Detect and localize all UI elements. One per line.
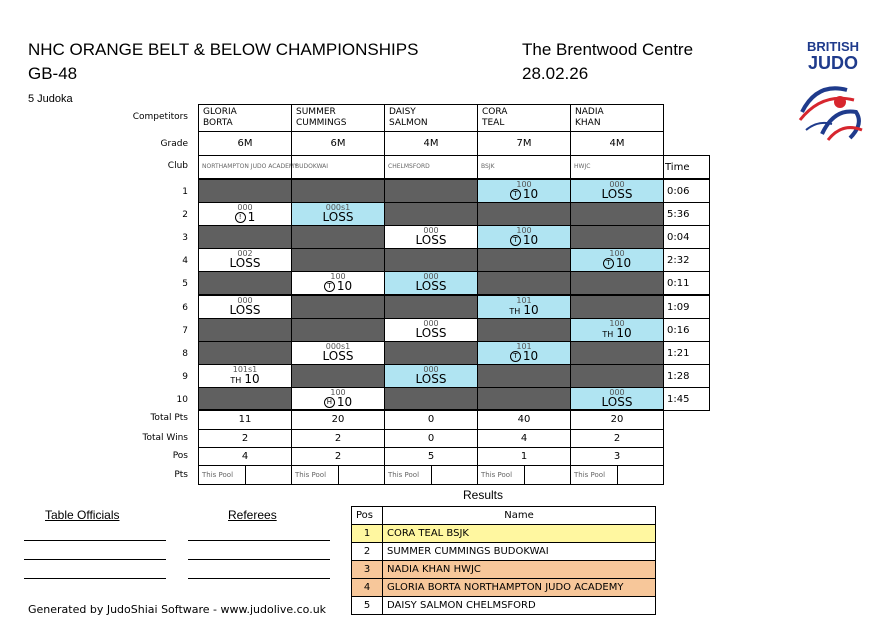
- grade-cell: [198, 131, 292, 156]
- result-value: [199, 303, 291, 317]
- unused-cell: [570, 271, 664, 295]
- unused-cell: [477, 202, 571, 226]
- grade-cell: [570, 131, 664, 156]
- result-text: LOSS: [601, 187, 633, 202]
- pos-label: Pos: [172, 451, 188, 461]
- score-value: 000: [423, 364, 439, 374]
- match-number: 8: [182, 348, 188, 359]
- result-pos: 4: [352, 579, 383, 597]
- score-value: 101s1: [232, 364, 258, 374]
- unused-cell: [570, 341, 664, 365]
- this-pool-label: This Pool: [574, 471, 606, 479]
- total-pts-value: 40: [517, 414, 531, 425]
- match-number: 3: [182, 233, 188, 244]
- time-cell: [663, 202, 710, 226]
- pos-value: 5: [427, 451, 435, 462]
- competitor-first-name: NADIA: [575, 107, 604, 117]
- score-value: 000: [237, 295, 253, 305]
- match-number: 10: [176, 394, 188, 405]
- waza-icon: T: [603, 258, 614, 269]
- score-value: 000: [423, 318, 439, 328]
- competitors-label: Competitors: [132, 112, 188, 122]
- result-cell: [198, 248, 292, 272]
- unused-cell: [384, 248, 478, 272]
- total-pts-value: 0: [427, 414, 435, 425]
- waza-icon: T: [510, 189, 521, 200]
- pos-cell: [477, 447, 571, 466]
- score-value: 100: [609, 318, 625, 328]
- unused-cell: [477, 248, 571, 272]
- unused-cell: [198, 387, 292, 411]
- club-value: BSJK: [481, 163, 495, 170]
- results-title: Results: [463, 488, 504, 502]
- result-cell: [291, 202, 385, 226]
- result-cell: [570, 318, 664, 342]
- club-cell: [291, 155, 385, 179]
- unused-cell: [477, 271, 571, 295]
- score-value: 000: [609, 180, 625, 189]
- this-pool-label: This Pool: [295, 471, 327, 479]
- score-value: 000: [423, 272, 439, 282]
- competitor-header: [198, 104, 292, 132]
- result-text: 1: [247, 210, 256, 225]
- grade-value: 4M: [423, 138, 439, 149]
- time-cell: [663, 341, 710, 365]
- result-cell: [477, 341, 571, 365]
- grade-cell: [477, 131, 571, 156]
- waza-icon: T: [510, 351, 521, 362]
- club-cell: [384, 155, 478, 179]
- time-header-box: [663, 155, 710, 179]
- result-text: 10: [522, 233, 539, 248]
- unused-cell: [198, 271, 292, 295]
- result-text: 10: [615, 256, 632, 271]
- match-number: 4: [182, 256, 188, 267]
- competitor-last-name: BORTA: [203, 118, 233, 128]
- this-pool-label: This Pool: [202, 471, 234, 479]
- result-text: 10: [522, 187, 539, 202]
- score-value: 002: [237, 249, 253, 259]
- unused-cell: [477, 364, 571, 388]
- result-text: LOSS: [415, 371, 447, 386]
- total-wins-value: 2: [241, 433, 249, 444]
- signature-line: [188, 559, 330, 560]
- result-value: [385, 326, 477, 340]
- total-pts-cell: [198, 409, 292, 430]
- club-value: BUDOKWAI: [295, 163, 329, 170]
- grade-value: 6M: [330, 138, 346, 149]
- time-cell: [663, 179, 710, 203]
- club-cell: [570, 155, 664, 179]
- competitor-header: [477, 104, 571, 132]
- match-number: 2: [182, 210, 188, 221]
- time-cell: [663, 318, 710, 342]
- result-cell: [570, 387, 664, 411]
- score-value: 000: [609, 387, 625, 397]
- club-cell: [198, 155, 298, 179]
- score-value: 101: [516, 295, 532, 305]
- total-pts-cell: [291, 409, 385, 430]
- pos-cell: [198, 447, 292, 466]
- result-cell: [291, 341, 385, 365]
- total-pts-value: 20: [610, 414, 624, 425]
- club-cell: [477, 155, 571, 179]
- score-value: 101: [516, 341, 532, 351]
- total-pts-cell: [570, 409, 664, 430]
- result-pos: 1: [352, 525, 383, 543]
- result-text: LOSS: [415, 279, 447, 294]
- result-value: [478, 349, 570, 363]
- results-table: [351, 506, 656, 615]
- score-value: 000: [237, 203, 253, 213]
- total-wins-value: 2: [613, 433, 621, 444]
- result-text: LOSS: [415, 233, 447, 248]
- score-value: 100: [330, 387, 346, 397]
- waza-icon: !: [235, 212, 246, 223]
- result-value: [292, 395, 384, 409]
- signature-line: [24, 578, 166, 579]
- result-cell: [198, 295, 292, 319]
- page-title: NHC ORANGE BELT & BELOW CHAMPIONSHIPS: [28, 40, 419, 59]
- club-value: CHELMSFORD: [388, 163, 430, 170]
- score-value: 000s1: [325, 203, 351, 213]
- result-text: 10: [616, 325, 632, 340]
- result-value: [478, 187, 570, 201]
- result-name: DAISY SALMON CHELMSFORD: [383, 597, 656, 615]
- result-value: [385, 279, 477, 293]
- score-value: 100: [330, 272, 346, 282]
- pos-value: 1: [520, 451, 528, 462]
- result-value: [292, 349, 384, 363]
- competitor-last-name: CUMMINGS: [296, 118, 347, 128]
- result-text: 10: [336, 394, 353, 409]
- unused-cell: [291, 318, 385, 342]
- time-value: 1:09: [667, 301, 690, 313]
- divider: [524, 466, 525, 485]
- this-pool-label: This Pool: [481, 471, 513, 479]
- pos-header: Pos: [352, 507, 383, 525]
- competitor-header: [570, 104, 664, 132]
- result-cell: [291, 271, 385, 295]
- time-value: 0:11: [667, 278, 690, 290]
- result-pos: 3: [352, 561, 383, 579]
- result-text: LOSS: [229, 302, 261, 317]
- name-header: Name: [383, 507, 656, 525]
- match-number: 1: [182, 187, 188, 197]
- signature-line: [188, 540, 330, 541]
- result-cell: [384, 318, 478, 342]
- result-cell: [198, 364, 292, 388]
- grade-value: 7M: [516, 138, 532, 149]
- result-value: [478, 303, 570, 317]
- result-text: 10: [336, 279, 353, 294]
- pool-name: GB-48: [28, 64, 78, 83]
- divider: [617, 466, 618, 485]
- signature-line: [24, 540, 166, 541]
- competitor-first-name: SUMMER: [296, 107, 336, 117]
- pos-cell: [384, 447, 478, 466]
- result-text: 10: [244, 371, 260, 386]
- time-cell: [663, 295, 710, 319]
- result-cell: [570, 179, 664, 203]
- total-pts-label: Total Pts: [150, 413, 188, 423]
- grade-value: 6M: [237, 138, 253, 149]
- result-text: LOSS: [322, 210, 354, 225]
- results-row: [352, 561, 656, 579]
- total-pts-cell: [477, 409, 571, 430]
- judoka-count: 5 Judoka: [28, 93, 73, 105]
- result-name: SUMMER CUMMINGS BUDOKWAI: [383, 543, 656, 561]
- grade-cell: [291, 131, 385, 156]
- result-value: [571, 326, 663, 340]
- time-cell: [663, 364, 710, 388]
- result-text: LOSS: [601, 394, 633, 409]
- venue: The Brentwood Centre: [522, 40, 694, 59]
- unused-cell: [477, 387, 571, 411]
- total-wins-cell: [384, 429, 478, 448]
- score-value: 100: [516, 226, 532, 236]
- unused-cell: [291, 364, 385, 388]
- result-value: [199, 210, 291, 224]
- competitor-last-name: SALMON: [389, 118, 428, 128]
- pool-pts-cell: [570, 465, 664, 485]
- result-prefix: TH: [230, 375, 242, 385]
- total-wins-cell: [477, 429, 571, 448]
- time-value: 1:45: [667, 393, 690, 405]
- result-value: [292, 279, 384, 293]
- result-cell: [477, 295, 571, 319]
- unused-cell: [570, 225, 664, 249]
- total-pts-cell: [384, 409, 478, 430]
- result-cell: [198, 202, 292, 226]
- pos-value: 4: [241, 451, 249, 462]
- pos-cell: [570, 447, 664, 466]
- pos-value: 3: [613, 451, 621, 462]
- competitor-first-name: CORA: [482, 107, 508, 117]
- unused-cell: [198, 318, 292, 342]
- unused-cell: [384, 179, 478, 203]
- total-wins-label: Total Wins: [142, 433, 188, 443]
- match-number: 9: [182, 371, 188, 382]
- competitor-first-name: DAISY: [389, 107, 416, 117]
- time-value: 5:36: [667, 209, 690, 221]
- pool-pts-cell: [198, 465, 292, 485]
- results-row: [352, 579, 656, 597]
- club-value: NORTHAMPTON JUDO ACADEMY: [202, 163, 298, 170]
- result-cell: [570, 248, 664, 272]
- club-label: Club: [167, 161, 188, 171]
- pos-cell: [291, 447, 385, 466]
- result-text: 10: [523, 302, 539, 317]
- footer: Generated by JudoShiai Software - www.judolive.co.uk: [28, 603, 327, 616]
- pool-pts-cell: [384, 465, 478, 485]
- result-value: [385, 233, 477, 247]
- total-wins-value: 2: [334, 433, 342, 444]
- referees-heading: Referees: [228, 508, 277, 522]
- time-cell: [663, 248, 710, 272]
- unused-cell: [570, 202, 664, 226]
- british-judo-logo: [792, 40, 874, 150]
- score-value: 000: [423, 226, 439, 236]
- pos-value: 2: [334, 451, 342, 462]
- result-cell: [384, 364, 478, 388]
- result-pos: 2: [352, 543, 383, 561]
- logo-line1: BRITISH: [807, 39, 859, 54]
- result-prefix: TH: [509, 306, 521, 316]
- grade-label: Grade: [160, 139, 188, 149]
- result-value: [571, 256, 663, 270]
- time-cell: [663, 387, 710, 411]
- unused-cell: [291, 179, 385, 203]
- total-wins-cell: [198, 429, 292, 448]
- result-value: [571, 187, 663, 201]
- result-name: CORA TEAL BSJK: [383, 525, 656, 543]
- time-cell: [663, 225, 710, 249]
- score-value: 100: [609, 249, 625, 259]
- pool-pts-cell: [291, 465, 385, 485]
- table-officials-heading: Table Officials: [45, 508, 120, 522]
- results-header-row: [352, 507, 656, 525]
- time-value: 0:16: [667, 324, 690, 336]
- result-text: LOSS: [415, 325, 447, 340]
- time-value: 2:32: [667, 255, 690, 267]
- score-value: 100: [516, 180, 532, 189]
- unused-cell: [570, 295, 664, 319]
- result-value: [199, 256, 291, 270]
- match-number: 7: [182, 325, 188, 336]
- time-value: 1:21: [667, 347, 690, 359]
- unused-cell: [291, 248, 385, 272]
- result-text: 10: [522, 348, 539, 363]
- judoka-emblem-icon: [792, 72, 874, 148]
- waza-icon: T: [324, 281, 335, 292]
- result-pos: 5: [352, 597, 383, 615]
- result-cell: [477, 179, 571, 203]
- result-value: [292, 210, 384, 224]
- unused-cell: [198, 341, 292, 365]
- this-pool-label: This Pool: [388, 471, 420, 479]
- time-cell: [663, 271, 710, 295]
- score-value: 000s1: [325, 341, 351, 351]
- result-text: LOSS: [229, 256, 261, 271]
- result-name: NADIA KHAN HWJC: [383, 561, 656, 579]
- result-text: LOSS: [322, 348, 354, 363]
- time-value: 1:28: [667, 370, 690, 382]
- total-wins-value: 0: [427, 433, 435, 444]
- grade-value: 4M: [609, 138, 625, 149]
- result-value: [385, 372, 477, 386]
- competitor-header: [384, 104, 478, 132]
- result-cell: [384, 271, 478, 295]
- results-row: [352, 543, 656, 561]
- pts-label: Pts: [174, 470, 188, 480]
- unused-cell: [291, 225, 385, 249]
- competitor-last-name: KHAN: [575, 118, 601, 128]
- total-wins-cell: [291, 429, 385, 448]
- result-prefix: TH: [602, 329, 614, 339]
- total-pts-value: 11: [238, 414, 252, 425]
- divider: [431, 466, 432, 485]
- time-value: 0:06: [667, 186, 690, 197]
- divider: [245, 466, 246, 485]
- logo-line2: JUDO: [807, 53, 858, 73]
- results-row: [352, 525, 656, 543]
- unused-cell: [384, 387, 478, 411]
- result-value: [571, 395, 663, 409]
- pool-pts-cell: [477, 465, 571, 485]
- signature-line: [24, 559, 166, 560]
- club-value: HWJC: [574, 163, 591, 170]
- unused-cell: [384, 341, 478, 365]
- total-wins-cell: [570, 429, 664, 448]
- unused-cell: [198, 225, 292, 249]
- unused-cell: [291, 295, 385, 319]
- result-value: [478, 233, 570, 247]
- divider: [338, 466, 339, 485]
- result-cell: [477, 225, 571, 249]
- match-number: 5: [182, 279, 188, 290]
- result-cell: [384, 225, 478, 249]
- grade-cell: [384, 131, 478, 156]
- date: 28.02.26: [522, 64, 589, 83]
- result-cell: [291, 387, 385, 411]
- unused-cell: [198, 179, 292, 203]
- waza-icon: H: [324, 397, 335, 408]
- waza-icon: T: [510, 235, 521, 246]
- unused-cell: [384, 295, 478, 319]
- unused-cell: [477, 318, 571, 342]
- results-row: [352, 597, 656, 615]
- signature-line: [188, 578, 330, 579]
- time-header: Time: [665, 162, 690, 173]
- match-number: 6: [182, 302, 188, 313]
- total-pts-value: 20: [331, 414, 345, 425]
- unused-cell: [384, 202, 478, 226]
- unused-cell: [570, 364, 664, 388]
- competitor-last-name: TEAL: [482, 118, 505, 128]
- competitor-first-name: GLORIA: [203, 107, 237, 117]
- competitor-header: [291, 104, 385, 132]
- result-name: GLORIA BORTA NORTHAMPTON JUDO ACADEMY: [383, 579, 656, 597]
- time-value: 0:04: [667, 232, 690, 244]
- result-value: [199, 372, 291, 386]
- total-wins-value: 4: [520, 433, 528, 444]
